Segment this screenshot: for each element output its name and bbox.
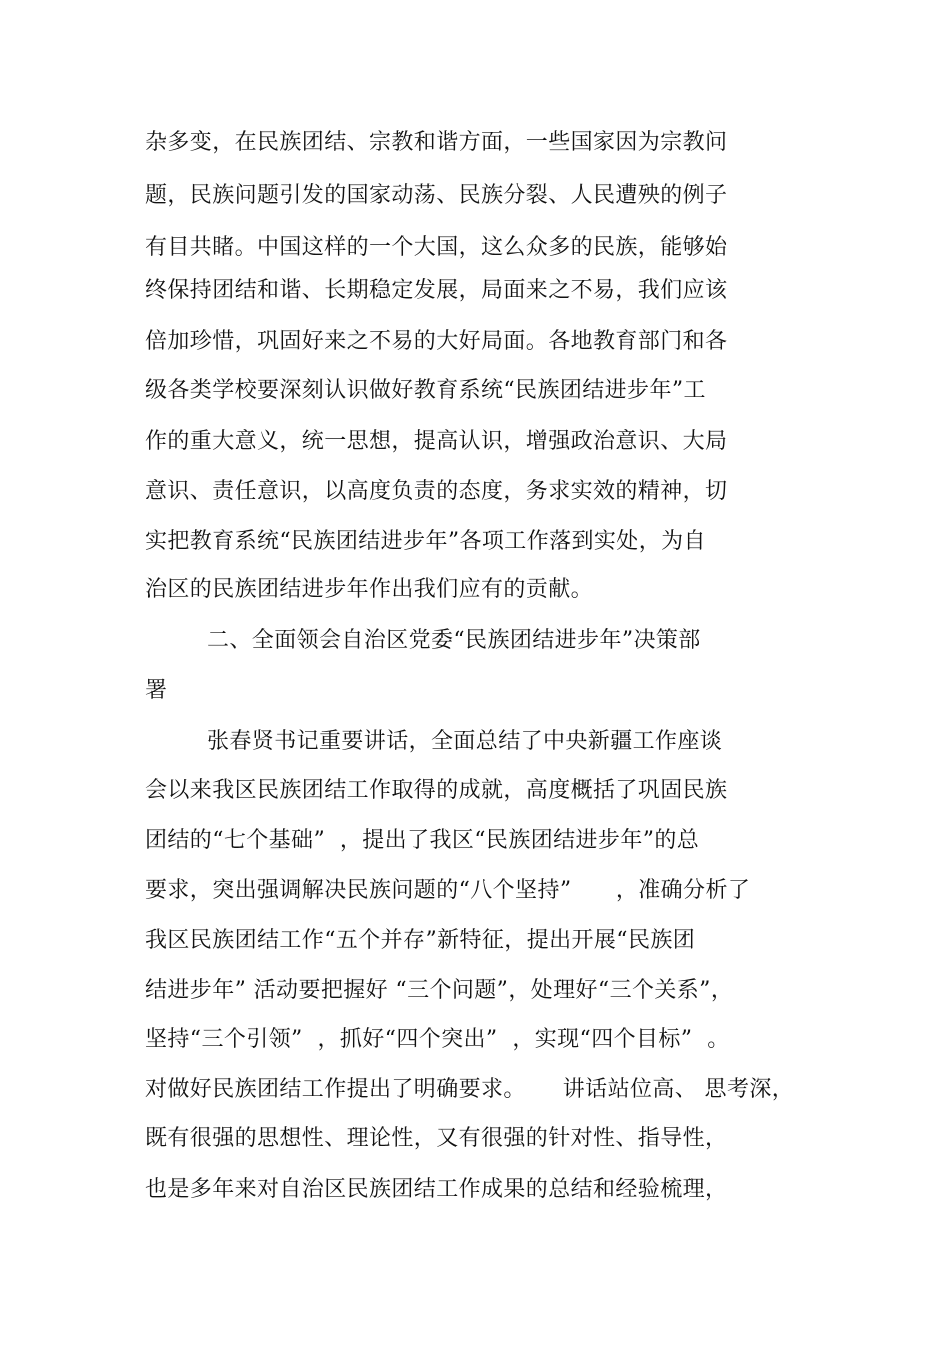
text-line: 治区的民族团结进步年作出我们应有的贡献。 [145, 577, 594, 602]
section-heading-continuation: 署 [145, 678, 168, 703]
text-line: 要求，突出强调解决民族问题的“八个坚持” ，准确分析了 [145, 878, 751, 903]
text-line: 我区民族团结工作“五个并存”新特征，提出开展“民族团 [145, 928, 696, 953]
section-heading: 二、全面领会自治区党委“民族团结进步年”决策部 [207, 628, 701, 653]
text-line: 对做好民族团结工作提出了明确要求。 讲话站位高、 思考深， [145, 1077, 795, 1102]
text-line: 意识、责任意识，以高度负责的态度，务求实效的精神，切 [145, 479, 728, 504]
text-line: 也是多年来对自治区民族团结工作成果的总结和经验梳理， [145, 1177, 728, 1202]
text-line: 题，民族问题引发的国家动荡、民族分裂、人民遭殃的例子 [145, 183, 728, 208]
text-line: 张春贤书记重要讲话，全面总结了中央新疆工作座谈 [207, 729, 723, 754]
text-line: 实把教育系统“民族团结进步年”各项工作落到实处，为自 [145, 529, 706, 554]
text-line: 级各类学校要深刻认识做好教育系统“民族团结进步年”工 [145, 378, 706, 403]
text-line: 会以来我区民族团结工作取得的成就，高度概括了巩固民族 [145, 778, 728, 803]
text-line: 坚持“三个引领” ，抓好“四个突出” ，实现“四个目标” 。 [145, 1027, 730, 1052]
text-line: 结进步年” 活动要把握好 “三个问题”，处理好“三个关系”， [145, 978, 734, 1003]
text-line: 有目共睹。中国这样的一个大国，这么众多的民族，能够始 [145, 235, 728, 260]
text-line: 终保持团结和谐、长期稳定发展，局面来之不易，我们应该 [145, 278, 728, 303]
text-line: 杂多变，在民族团结、宗教和谐方面，一些国家因为宗教问 [145, 130, 728, 155]
text-line: 团结的“七个基础” ，提出了我区“民族团结进步年”的总 [145, 828, 700, 853]
text-line: 作的重大意义，统一思想，提高认识，增强政治意识、大局 [145, 429, 728, 454]
text-line: 既有很强的思想性、理论性，又有很强的针对性、指导性， [145, 1126, 728, 1151]
text-line: 倍加珍惜，巩固好来之不易的大好局面。各地教育部门和各 [145, 329, 728, 354]
